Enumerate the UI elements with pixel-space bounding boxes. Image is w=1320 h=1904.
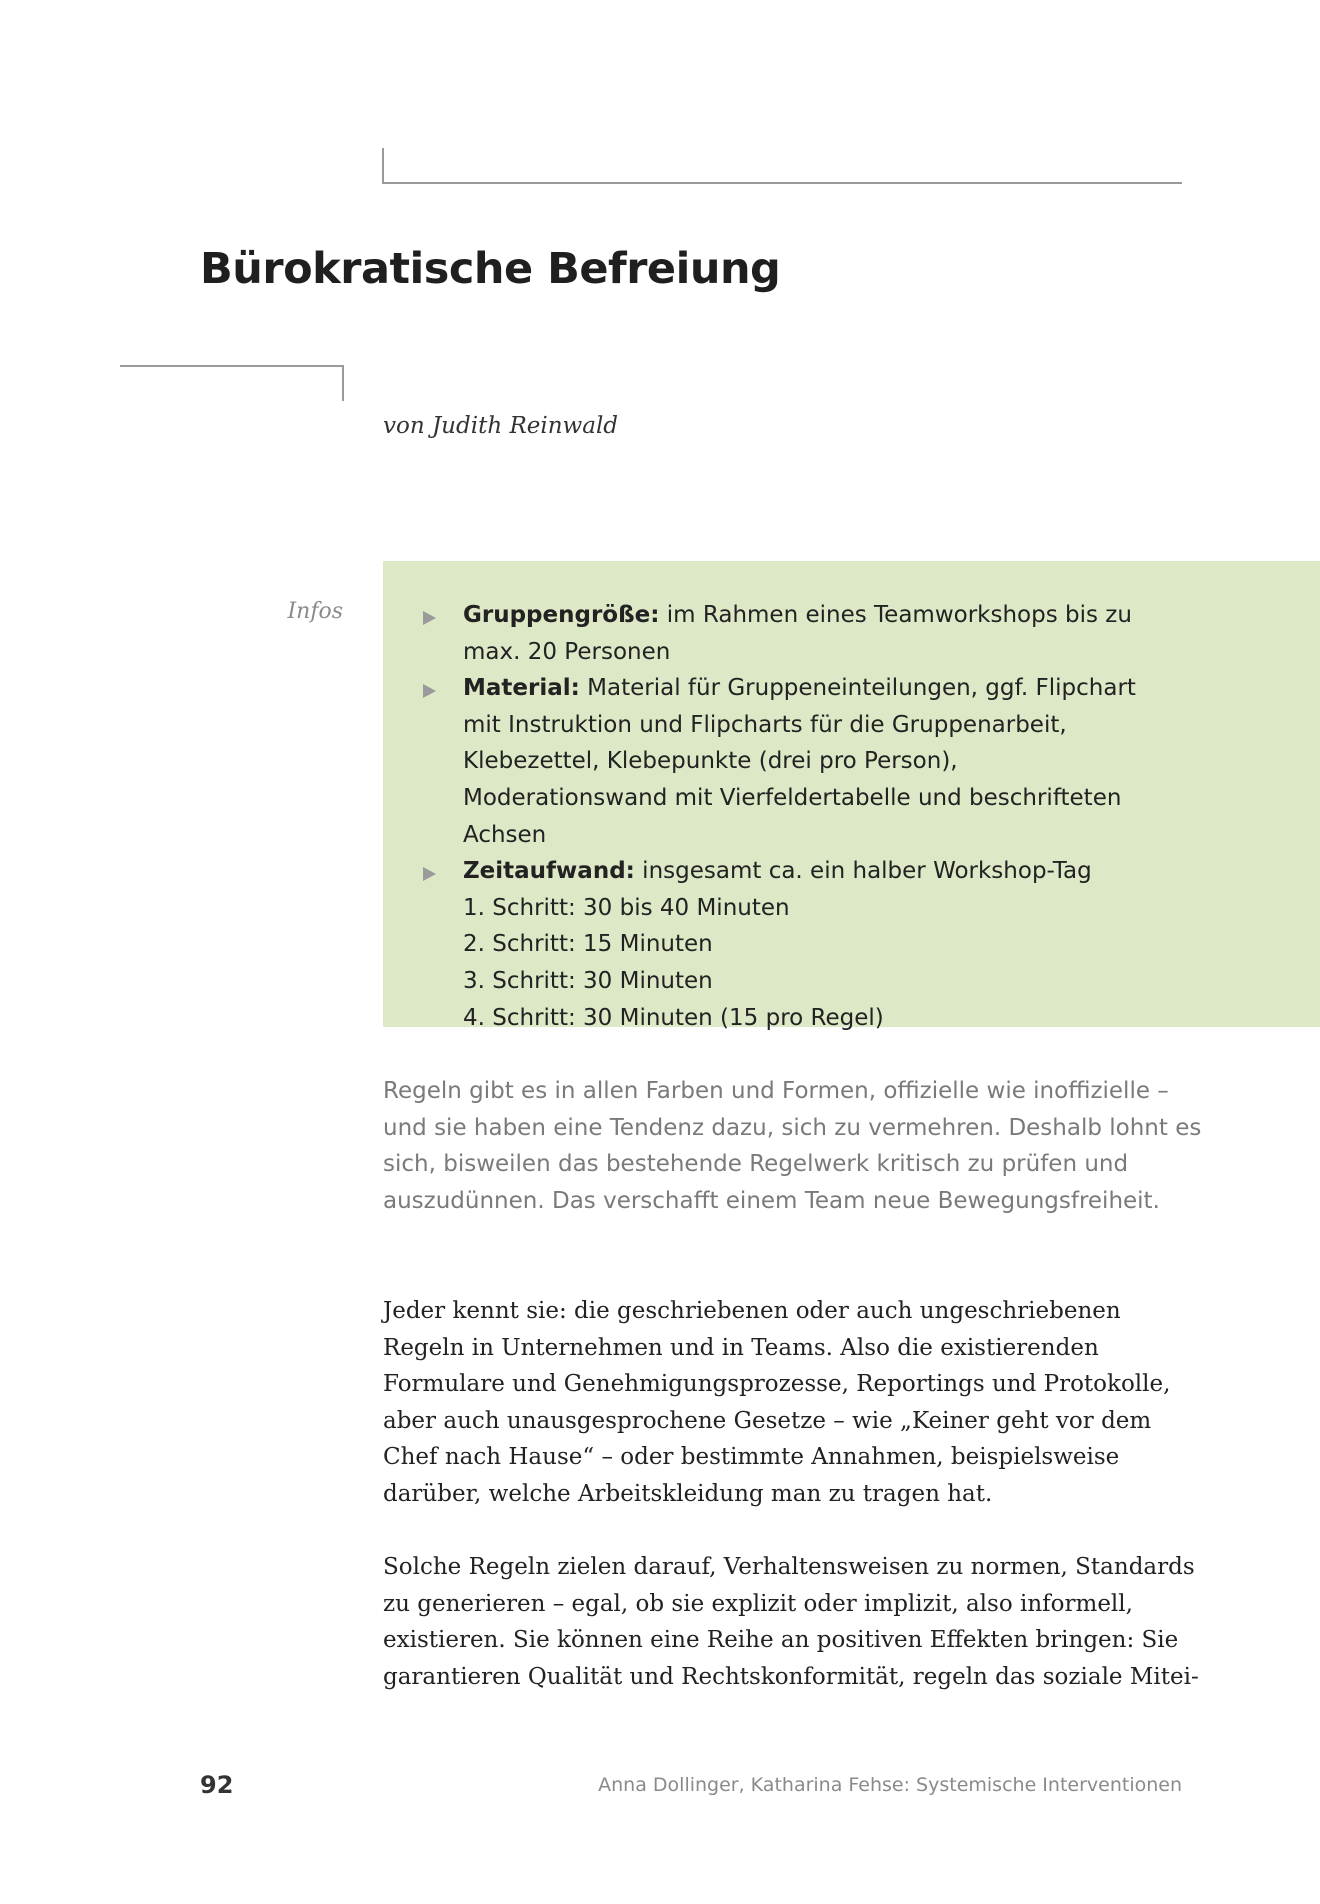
time-step: 1. Schritt: 30 bis 40 Minuten [463, 894, 790, 921]
info-item-time [383, 853, 1143, 1036]
triangle-bullet-icon [423, 867, 436, 881]
info-term: Zeitaufwand: [463, 858, 635, 885]
info-text: insgesamt ca. ein halber Workshop-Tag [634, 858, 1092, 885]
info-item-material [383, 670, 1143, 853]
page-number: 92 [200, 1771, 234, 1799]
info-list [383, 597, 1143, 1036]
time-step: 4. Schritt: 30 Minuten (15 pro Regel) [463, 1004, 884, 1031]
body-paragraph: Jeder kennt sie: die geschriebenen oder auch ungeschriebenen Regeln in Unternehmen und in Teams. Also die existierenden Formulare und Genehmigungsprozesse, Reportings und Protokolle, aber auch unausgesprochene Gesetze – wie „Keiner geht vor dem Chef nach Hause“ – oder bestimmte Annahmen, beispielsweise darüber, welche Arbeitskleidung man zu tragen hat. [383, 1298, 1171, 1507]
triangle-bullet-icon [423, 611, 436, 625]
info-text: Material für Gruppeneinteilungen, ggf. Flipchart mit Instruktion und Flipcharts für die Gruppenarbeit, Klebezettel, Klebepunkte (drei pro Person), Moderationswand mit Vierfeldertabelle und beschrifteten Achsen [463, 675, 1136, 848]
info-item-group-size [383, 597, 1143, 670]
info-term: Material: [463, 675, 580, 702]
time-step: 2. Schritt: 15 Minuten [463, 931, 713, 958]
decorative-rule-middle-vertical [342, 365, 344, 401]
info-term: Gruppengröße: [463, 602, 660, 628]
time-step: 3. Schritt: 30 Minuten [463, 967, 713, 994]
author-line: von Judith Reinwald [383, 413, 619, 439]
lead-paragraph: Regeln gibt es in allen Farben und Formen, offizielle wie inoffizielle – und sie haben eine Tendenz dazu, sich zu vermehren. Deshalb lohnt es sich, bisweilen das bestehende Regelwerk kritisch zu prüfen und auszudünnen. Das verschafft einem Team neue Bewegungsfreiheit. [383, 1078, 1202, 1214]
decorative-rule-middle [120, 365, 342, 367]
info-box [383, 561, 1320, 1031]
info-text: im Rahmen eines Teamworkshops bis zu max. 20 Personen [463, 602, 1132, 665]
footer-reference: Anna Dollinger, Katharina Fehse: Systemische Interventionen [598, 1774, 1182, 1796]
decorative-rule-top [382, 182, 1182, 184]
decorative-rule-top-vertical [382, 148, 384, 182]
page-title: Bürokratische Befreiung [200, 244, 781, 294]
infos-label: Infos [287, 599, 343, 624]
body-paragraph: Solche Regeln zielen darauf, Verhaltensweisen zu normen, Standards zu generieren – egal, ob sie explizit oder implizit, also informell, existieren. Sie können eine Reihe an positiven Effekten bringen: Sie garantieren Qualität und Rechtskonformität, regeln das soziale Mitei- [383, 1554, 1199, 1690]
triangle-bullet-icon [423, 684, 436, 698]
